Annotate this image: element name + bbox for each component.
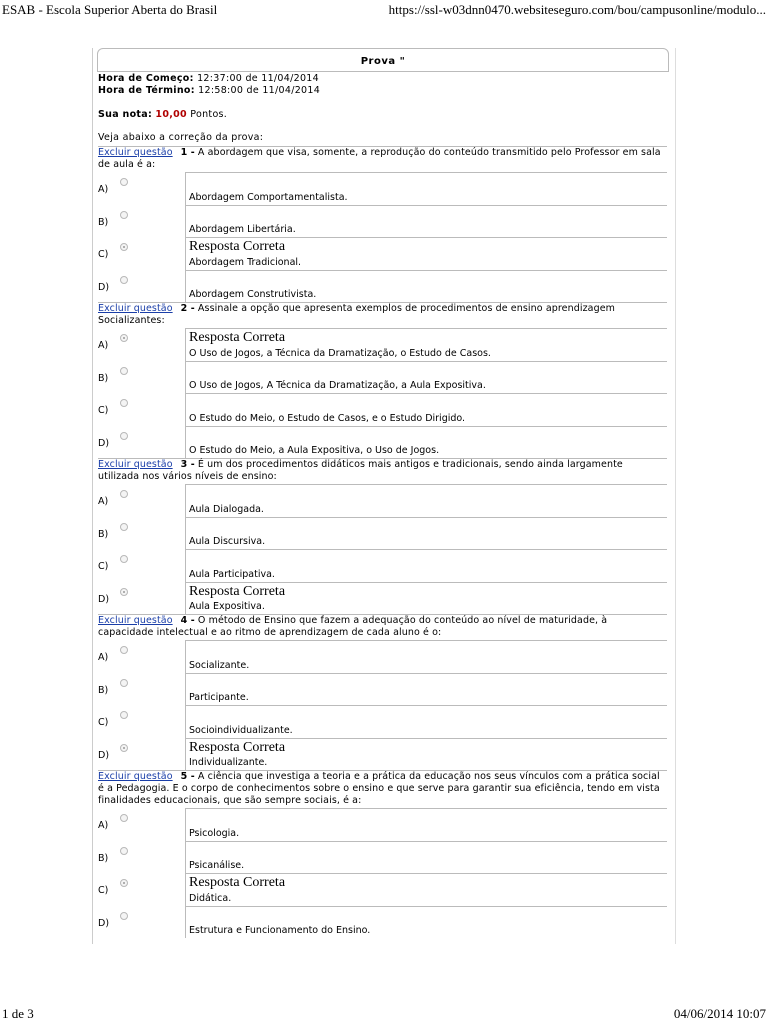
option-cell <box>185 426 667 459</box>
exam-title: Prova " <box>360 56 406 67</box>
print-footer <box>0 1004 768 1024</box>
option-text: Abordagem Comportamentalista. <box>189 191 348 203</box>
delete-question-link[interactable]: Excluir questão <box>98 147 173 158</box>
print-footer-page: 1 de 3 <box>2 1006 34 1021</box>
question-text-3 <box>98 459 664 483</box>
option-text: O Uso de Jogos, A Técnica da Dramatização, a Aula Expositiva. <box>189 380 486 391</box>
option-cell <box>185 640 667 673</box>
option-letter: C) <box>98 249 109 261</box>
option-text: Psicanálise. <box>189 860 245 871</box>
option-letter: D) <box>98 749 110 761</box>
answer-option <box>98 873 667 906</box>
option-radio[interactable] <box>120 178 128 186</box>
answer-option <box>98 270 667 303</box>
correct-answer-label: Resposta Correta <box>189 875 286 890</box>
exam-title-bar <box>97 48 669 72</box>
option-radio[interactable] <box>120 399 128 407</box>
question-number: 1 - <box>180 147 195 158</box>
option-text: Estrutura e Funcionamento do Ensino. <box>189 925 371 936</box>
delete-question-link[interactable]: Excluir questão <box>98 771 173 782</box>
question-number: 2 - <box>180 303 195 314</box>
answer-option <box>98 484 667 517</box>
review-text: Veja abaixo a correção da prova: <box>98 132 264 143</box>
option-letter: D) <box>98 917 110 929</box>
option-cell <box>185 673 667 706</box>
option-cell <box>185 328 667 361</box>
end-time <box>98 85 320 96</box>
option-radio[interactable] <box>120 588 128 596</box>
option-radio[interactable] <box>120 276 128 284</box>
option-radio[interactable] <box>120 847 128 855</box>
grade <box>98 109 227 120</box>
option-cell <box>185 517 667 550</box>
option-radio[interactable] <box>120 711 128 719</box>
answer-option <box>98 328 667 361</box>
question-text-1 <box>98 147 664 171</box>
delete-question-link[interactable]: Excluir questão <box>98 615 173 626</box>
question-number: 5 - <box>180 771 195 782</box>
option-letter: B) <box>98 528 109 540</box>
question-prompt: A ciência que investiga a teoria e a prática da educação nos seus vínculos com a prática social é a Pedagogia. E o corpo de conhecimentos sobre o ensino e que serve para garantir sua eficiência, tendo em vista finalidades educacionais, que são sempre sociais, é a: <box>98 771 660 806</box>
option-letter: C) <box>98 885 109 897</box>
correct-answer-label: Resposta Correta <box>189 739 286 755</box>
option-text: Aula Dialogada. <box>189 503 264 515</box>
option-cell <box>185 361 667 394</box>
answer-option <box>98 517 667 550</box>
option-text: Abordagem Libertária. <box>189 224 296 235</box>
option-letter: A) <box>98 184 109 196</box>
answer-option <box>98 582 667 615</box>
question-number: 3 - <box>180 459 195 470</box>
end-time-label: Hora de Término: <box>98 85 195 96</box>
option-radio[interactable] <box>120 744 128 752</box>
question-prompt: O método de Ensino que fazem a adequação do conteúdo ao nível de maturidade, à capacidade intelectual e ao ritmo de aprendizagem de cada aluno é o: <box>98 615 608 638</box>
option-letter: A) <box>98 652 109 664</box>
option-radio[interactable] <box>120 912 128 920</box>
correct-answer-label: Resposta Correta <box>189 239 286 254</box>
option-cell <box>185 705 667 738</box>
option-letter: C) <box>98 405 109 417</box>
option-text: Abordagem Construtivista. <box>189 289 317 300</box>
option-cell <box>185 393 667 426</box>
start-time-value: 12:37:00 de 11/04/2014 <box>197 73 319 84</box>
option-cell <box>185 237 667 270</box>
option-radio[interactable] <box>120 523 128 531</box>
option-cell <box>185 873 667 906</box>
option-letter: B) <box>98 372 109 384</box>
question-prompt: A abordagem que visa, somente, a reprodução do conteúdo transmitido pelo Professor em sala de aula é a: <box>98 147 661 170</box>
exam-container <box>92 48 676 944</box>
option-radio[interactable] <box>120 334 128 342</box>
option-text: O Estudo do Meio, o Estudo de Casos, e o Estudo Dirigido. <box>189 412 466 424</box>
option-radio[interactable] <box>120 679 128 687</box>
answer-option <box>98 426 667 459</box>
question-text-5 <box>98 771 664 807</box>
option-text: Individualizante. <box>189 757 268 768</box>
option-cell <box>185 205 667 238</box>
option-letter: A) <box>98 820 109 832</box>
answer-option <box>98 549 667 582</box>
correct-answer-label: Resposta Correta <box>189 330 286 345</box>
print-header-title: ESAB - Escola Superior Aberta do Brasil <box>2 2 218 17</box>
delete-question-link[interactable]: Excluir questão <box>98 303 173 314</box>
print-header <box>0 0 768 20</box>
grade-value: 10,00 <box>155 109 187 120</box>
question-text-2 <box>98 303 664 327</box>
answer-option <box>98 640 667 673</box>
option-text: Participante. <box>189 692 249 703</box>
option-radio[interactable] <box>120 646 128 654</box>
option-letter: D) <box>98 437 110 449</box>
option-text: Socioindividualizante. <box>189 724 293 736</box>
option-cell <box>185 549 667 582</box>
option-text: Didática. <box>189 892 232 904</box>
answer-option <box>98 393 667 426</box>
grade-unit: Pontos. <box>190 109 228 120</box>
answer-option <box>98 705 667 738</box>
option-radio[interactable] <box>120 879 128 887</box>
answer-option <box>98 673 667 706</box>
option-cell <box>185 582 667 615</box>
option-cell <box>185 484 667 517</box>
question-text-4 <box>98 615 664 639</box>
option-text: Aula Discursiva. <box>189 536 266 547</box>
print-header-url: https://ssl-w03dnn0470.websiteseguro.com/bou/campusonline/modulo... <box>388 2 766 17</box>
option-letter: D) <box>98 281 110 293</box>
option-cell <box>185 808 667 841</box>
answer-option <box>98 172 667 205</box>
option-radio[interactable] <box>120 211 128 219</box>
answer-option <box>98 205 667 238</box>
option-text: Aula Participativa. <box>189 568 275 580</box>
end-time-value: 12:58:00 de 11/04/2014 <box>198 85 321 96</box>
answer-option <box>98 906 667 939</box>
option-letter: B) <box>98 684 109 696</box>
option-radio[interactable] <box>120 490 128 498</box>
answer-option <box>98 237 667 270</box>
option-cell <box>185 172 667 205</box>
option-letter: A) <box>98 496 109 508</box>
answer-option <box>98 808 667 841</box>
answer-option <box>98 738 667 771</box>
delete-question-link[interactable]: Excluir questão <box>98 459 173 470</box>
start-time-label: Hora de Começo: <box>98 73 194 84</box>
option-letter: B) <box>98 216 109 228</box>
option-text: Abordagem Tradicional. <box>189 256 302 268</box>
grade-label: Sua nota: <box>98 109 153 120</box>
option-radio[interactable] <box>120 814 128 822</box>
start-time <box>98 73 319 84</box>
answer-option <box>98 361 667 394</box>
option-letter: C) <box>98 717 109 729</box>
option-letter: D) <box>98 593 110 605</box>
option-cell <box>185 738 667 771</box>
option-cell <box>185 841 667 874</box>
option-cell <box>185 906 667 939</box>
option-letter: B) <box>98 852 109 864</box>
option-letter: A) <box>98 340 109 352</box>
answer-option <box>98 841 667 874</box>
option-radio[interactable] <box>120 367 128 375</box>
question-prompt: Assinale a opção que apresenta exemplos de procedimentos de ensino aprendizagem Socializantes: <box>98 303 616 326</box>
correct-answer-label: Resposta Correta <box>189 583 286 599</box>
option-text: Aula Expositiva. <box>189 601 265 612</box>
print-footer-datetime: 04/06/2014 10:07 <box>673 1006 766 1021</box>
question-prompt: É um dos procedimentos didáticos mais antigos e tradicionais, sendo ainda largamente utilizada nos vários níveis de ensino: <box>98 459 623 482</box>
option-text: Psicologia. <box>189 827 240 839</box>
option-radio[interactable] <box>120 432 128 440</box>
option-letter: C) <box>98 561 109 573</box>
option-text: O Estudo do Meio, a Aula Expositiva, o Uso de Jogos. <box>189 445 440 456</box>
question-number: 4 - <box>180 615 195 626</box>
option-text: Socializante. <box>189 659 250 671</box>
option-cell <box>185 270 667 303</box>
option-text: O Uso de Jogos, a Técnica da Dramatização, o Estudo de Casos. <box>189 347 491 359</box>
option-radio[interactable] <box>120 555 128 563</box>
option-radio[interactable] <box>120 243 128 251</box>
